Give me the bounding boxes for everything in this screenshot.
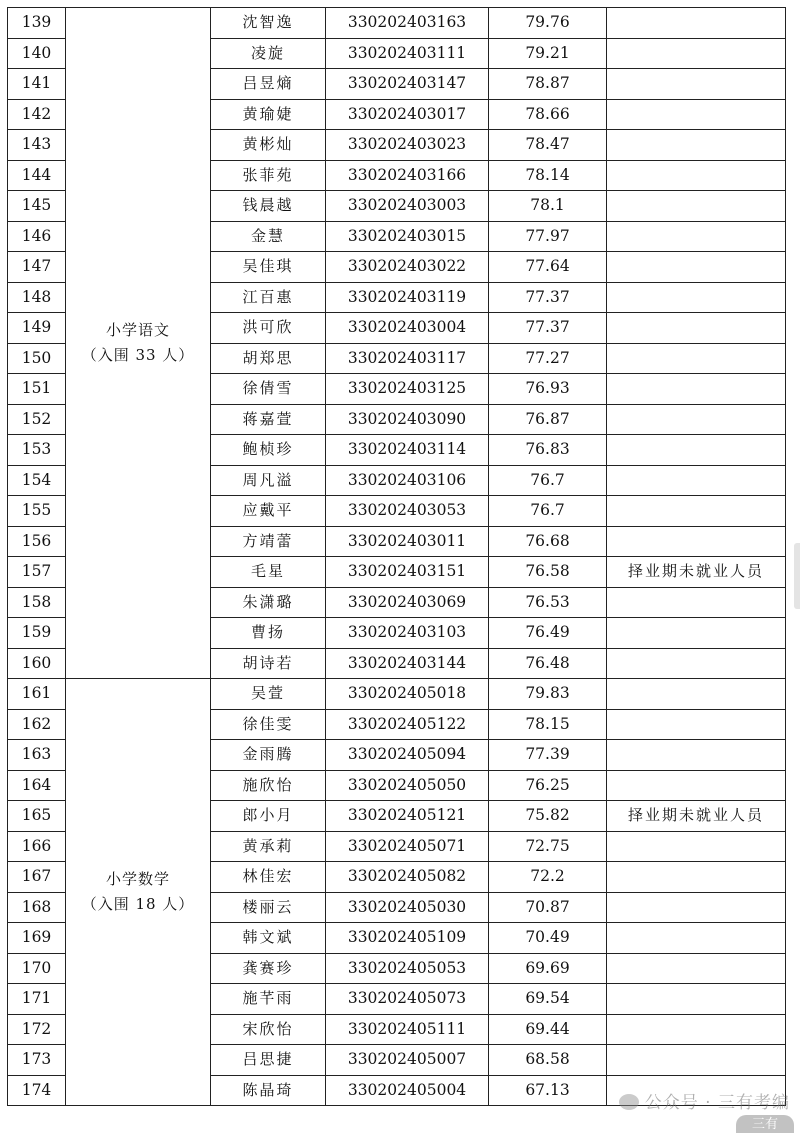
remark xyxy=(607,526,786,557)
remark xyxy=(607,587,786,618)
candidate-name: 鲍桢珍 xyxy=(211,435,326,466)
subject-name: 小学数学 xyxy=(105,869,170,888)
subject-name: 小学语文 xyxy=(105,320,170,339)
score: 79.21 xyxy=(489,38,607,69)
remark xyxy=(607,130,786,161)
score: 78.87 xyxy=(489,69,607,100)
score: 76.93 xyxy=(489,374,607,405)
exam-id: 330202405073 xyxy=(326,984,489,1015)
row-number: 144 xyxy=(8,160,66,191)
subject-group-cell xyxy=(66,679,211,1106)
score: 75.82 xyxy=(489,801,607,832)
exam-id: 330202403011 xyxy=(326,526,489,557)
candidate-name: 朱潇璐 xyxy=(211,587,326,618)
row-number: 143 xyxy=(8,130,66,161)
score: 76.53 xyxy=(489,587,607,618)
row-number: 146 xyxy=(8,221,66,252)
remark xyxy=(607,496,786,527)
remark xyxy=(607,648,786,679)
candidate-name: 周凡溢 xyxy=(211,465,326,496)
remark xyxy=(607,984,786,1015)
score: 76.48 xyxy=(489,648,607,679)
score: 76.87 xyxy=(489,404,607,435)
subject-quota: （入围 33 人） xyxy=(81,346,195,364)
remark xyxy=(607,1045,786,1076)
remark: 择业期未就业人员 xyxy=(607,801,786,832)
row-number: 151 xyxy=(8,374,66,405)
candidate-name: 吴萱 xyxy=(211,679,326,710)
row-number: 147 xyxy=(8,252,66,283)
exam-id: 330202403069 xyxy=(326,587,489,618)
row-number: 152 xyxy=(8,404,66,435)
candidate-name: 金雨腾 xyxy=(211,740,326,771)
score: 76.25 xyxy=(489,770,607,801)
exam-id: 330202403144 xyxy=(326,648,489,679)
score: 77.39 xyxy=(489,740,607,771)
row-number: 154 xyxy=(8,465,66,496)
row-number: 165 xyxy=(8,801,66,832)
candidate-name: 徐倩雪 xyxy=(211,374,326,405)
remark xyxy=(607,679,786,710)
side-scroll-tab[interactable] xyxy=(794,543,800,609)
remark xyxy=(607,252,786,283)
score: 76.68 xyxy=(489,526,607,557)
wechat-icon xyxy=(619,1094,639,1110)
exam-id: 330202405111 xyxy=(326,1014,489,1045)
exam-id: 330202405094 xyxy=(326,740,489,771)
exam-id: 330202403151 xyxy=(326,557,489,588)
score: 78.1 xyxy=(489,191,607,222)
candidate-name: 毛星 xyxy=(211,557,326,588)
exam-id: 330202405122 xyxy=(326,709,489,740)
row-number: 169 xyxy=(8,923,66,954)
row-number: 166 xyxy=(8,831,66,862)
row-number: 167 xyxy=(8,862,66,893)
remark xyxy=(607,191,786,222)
row-number: 157 xyxy=(8,557,66,588)
score: 76.83 xyxy=(489,435,607,466)
row-number: 171 xyxy=(8,984,66,1015)
exam-id: 330202403053 xyxy=(326,496,489,527)
exam-id: 330202403022 xyxy=(326,252,489,283)
exam-id: 330202405030 xyxy=(326,892,489,923)
exam-id: 330202405071 xyxy=(326,831,489,862)
candidate-name: 林佳宏 xyxy=(211,862,326,893)
exam-id: 330202403106 xyxy=(326,465,489,496)
candidate-name: 凌旋 xyxy=(211,38,326,69)
row-number: 163 xyxy=(8,740,66,771)
exam-id: 330202405007 xyxy=(326,1045,489,1076)
candidate-name: 楼丽云 xyxy=(211,892,326,923)
candidate-name: 张菲苑 xyxy=(211,160,326,191)
remark xyxy=(607,435,786,466)
candidate-name: 钱晨越 xyxy=(211,191,326,222)
candidate-name: 吕思捷 xyxy=(211,1045,326,1076)
score: 76.7 xyxy=(489,496,607,527)
candidate-name: 应戴平 xyxy=(211,496,326,527)
row-number: 174 xyxy=(8,1075,66,1106)
exam-id: 330202405082 xyxy=(326,862,489,893)
row-number: 149 xyxy=(8,313,66,344)
score: 77.27 xyxy=(489,343,607,374)
exam-id: 330202405050 xyxy=(326,770,489,801)
score: 76.58 xyxy=(489,557,607,588)
candidate-name: 江百惠 xyxy=(211,282,326,313)
remark xyxy=(607,709,786,740)
score: 72.75 xyxy=(489,831,607,862)
row-number: 159 xyxy=(8,618,66,649)
exam-id: 330202403004 xyxy=(326,313,489,344)
exam-id: 330202403166 xyxy=(326,160,489,191)
exam-id: 330202403125 xyxy=(326,374,489,405)
score: 78.15 xyxy=(489,709,607,740)
row-number: 141 xyxy=(8,69,66,100)
exam-id: 330202403003 xyxy=(326,191,489,222)
exam-id: 330202405018 xyxy=(326,679,489,710)
row-number: 150 xyxy=(8,343,66,374)
exam-id: 330202405109 xyxy=(326,923,489,954)
exam-id: 330202403163 xyxy=(326,8,489,39)
score: 68.58 xyxy=(489,1045,607,1076)
remark xyxy=(607,160,786,191)
score: 77.64 xyxy=(489,252,607,283)
row-number: 140 xyxy=(8,38,66,69)
remark xyxy=(607,862,786,893)
remark xyxy=(607,770,786,801)
score: 72.2 xyxy=(489,862,607,893)
remark xyxy=(607,404,786,435)
exam-id: 330202403147 xyxy=(326,69,489,100)
watermark-text: 公众号 · 三有考编 xyxy=(644,1093,790,1113)
subject-group-cell xyxy=(66,8,211,679)
remark xyxy=(607,618,786,649)
exam-id: 330202403015 xyxy=(326,221,489,252)
remark xyxy=(607,831,786,862)
row-number: 168 xyxy=(8,892,66,923)
remark xyxy=(607,892,786,923)
score: 77.37 xyxy=(489,282,607,313)
candidate-name: 黄瑜婕 xyxy=(211,99,326,130)
score: 78.47 xyxy=(489,130,607,161)
candidate-name: 郎小月 xyxy=(211,801,326,832)
remark xyxy=(607,38,786,69)
candidate-name: 陈晶琦 xyxy=(211,1075,326,1106)
score: 69.54 xyxy=(489,984,607,1015)
score: 77.97 xyxy=(489,221,607,252)
row-number: 173 xyxy=(8,1045,66,1076)
candidate-name: 施芊雨 xyxy=(211,984,326,1015)
remark xyxy=(607,282,786,313)
candidate-name: 徐佳雯 xyxy=(211,709,326,740)
exam-id: 330202403103 xyxy=(326,618,489,649)
exam-id: 330202403017 xyxy=(326,99,489,130)
score: 70.87 xyxy=(489,892,607,923)
remark xyxy=(607,740,786,771)
score: 69.44 xyxy=(489,1014,607,1045)
row-number: 160 xyxy=(8,648,66,679)
remark xyxy=(607,1014,786,1045)
row-number: 158 xyxy=(8,587,66,618)
remark xyxy=(607,953,786,984)
score: 77.37 xyxy=(489,313,607,344)
candidate-name: 吕昱熵 xyxy=(211,69,326,100)
table-row xyxy=(8,8,786,39)
row-number: 139 xyxy=(8,8,66,39)
score: 70.49 xyxy=(489,923,607,954)
row-number: 142 xyxy=(8,99,66,130)
score: 79.83 xyxy=(489,679,607,710)
exam-id: 330202403119 xyxy=(326,282,489,313)
score: 78.14 xyxy=(489,160,607,191)
remark xyxy=(607,69,786,100)
exam-id: 330202403023 xyxy=(326,130,489,161)
remark: 择业期未就业人员 xyxy=(607,557,786,588)
remark xyxy=(607,8,786,39)
subject-quota: （入围 18 人） xyxy=(81,895,195,913)
candidate-name: 龚赛珍 xyxy=(211,953,326,984)
candidate-name: 胡诗若 xyxy=(211,648,326,679)
remark xyxy=(607,99,786,130)
score: 67.13 xyxy=(489,1075,607,1106)
exam-id: 330202403090 xyxy=(326,404,489,435)
watermark xyxy=(619,1088,790,1113)
remark xyxy=(607,221,786,252)
row-number: 156 xyxy=(8,526,66,557)
remark xyxy=(607,313,786,344)
exam-id: 330202405004 xyxy=(326,1075,489,1106)
score: 76.7 xyxy=(489,465,607,496)
table-body xyxy=(8,8,786,1106)
remark xyxy=(607,923,786,954)
exam-id: 330202405053 xyxy=(326,953,489,984)
row-number: 161 xyxy=(8,679,66,710)
row-number: 153 xyxy=(8,435,66,466)
row-number: 155 xyxy=(8,496,66,527)
row-number: 172 xyxy=(8,1014,66,1045)
row-number: 148 xyxy=(8,282,66,313)
row-number: 170 xyxy=(8,953,66,984)
score: 69.69 xyxy=(489,953,607,984)
candidate-name: 沈智逸 xyxy=(211,8,326,39)
exam-id: 330202403114 xyxy=(326,435,489,466)
score: 79.76 xyxy=(489,8,607,39)
table-row xyxy=(8,679,786,710)
watermark-badge: 三有 xyxy=(736,1115,794,1133)
candidate-name: 吴佳琪 xyxy=(211,252,326,283)
candidate-name: 黄彬灿 xyxy=(211,130,326,161)
score: 76.49 xyxy=(489,618,607,649)
remark xyxy=(607,374,786,405)
row-number: 164 xyxy=(8,770,66,801)
candidate-name: 洪可欣 xyxy=(211,313,326,344)
score: 78.66 xyxy=(489,99,607,130)
row-number: 145 xyxy=(8,191,66,222)
candidate-name: 宋欣怡 xyxy=(211,1014,326,1045)
exam-id: 330202405121 xyxy=(326,801,489,832)
candidate-name: 曹扬 xyxy=(211,618,326,649)
candidate-name: 蒋嘉萱 xyxy=(211,404,326,435)
candidate-name: 韩文斌 xyxy=(211,923,326,954)
candidate-name: 胡郑思 xyxy=(211,343,326,374)
results-table xyxy=(7,7,786,1106)
remark xyxy=(607,343,786,374)
remark xyxy=(607,465,786,496)
candidate-name: 金慧 xyxy=(211,221,326,252)
candidate-name: 施欣怡 xyxy=(211,770,326,801)
candidate-name: 方靖蕾 xyxy=(211,526,326,557)
exam-id: 330202403111 xyxy=(326,38,489,69)
exam-id: 330202403117 xyxy=(326,343,489,374)
candidate-name: 黄承莉 xyxy=(211,831,326,862)
row-number: 162 xyxy=(8,709,66,740)
